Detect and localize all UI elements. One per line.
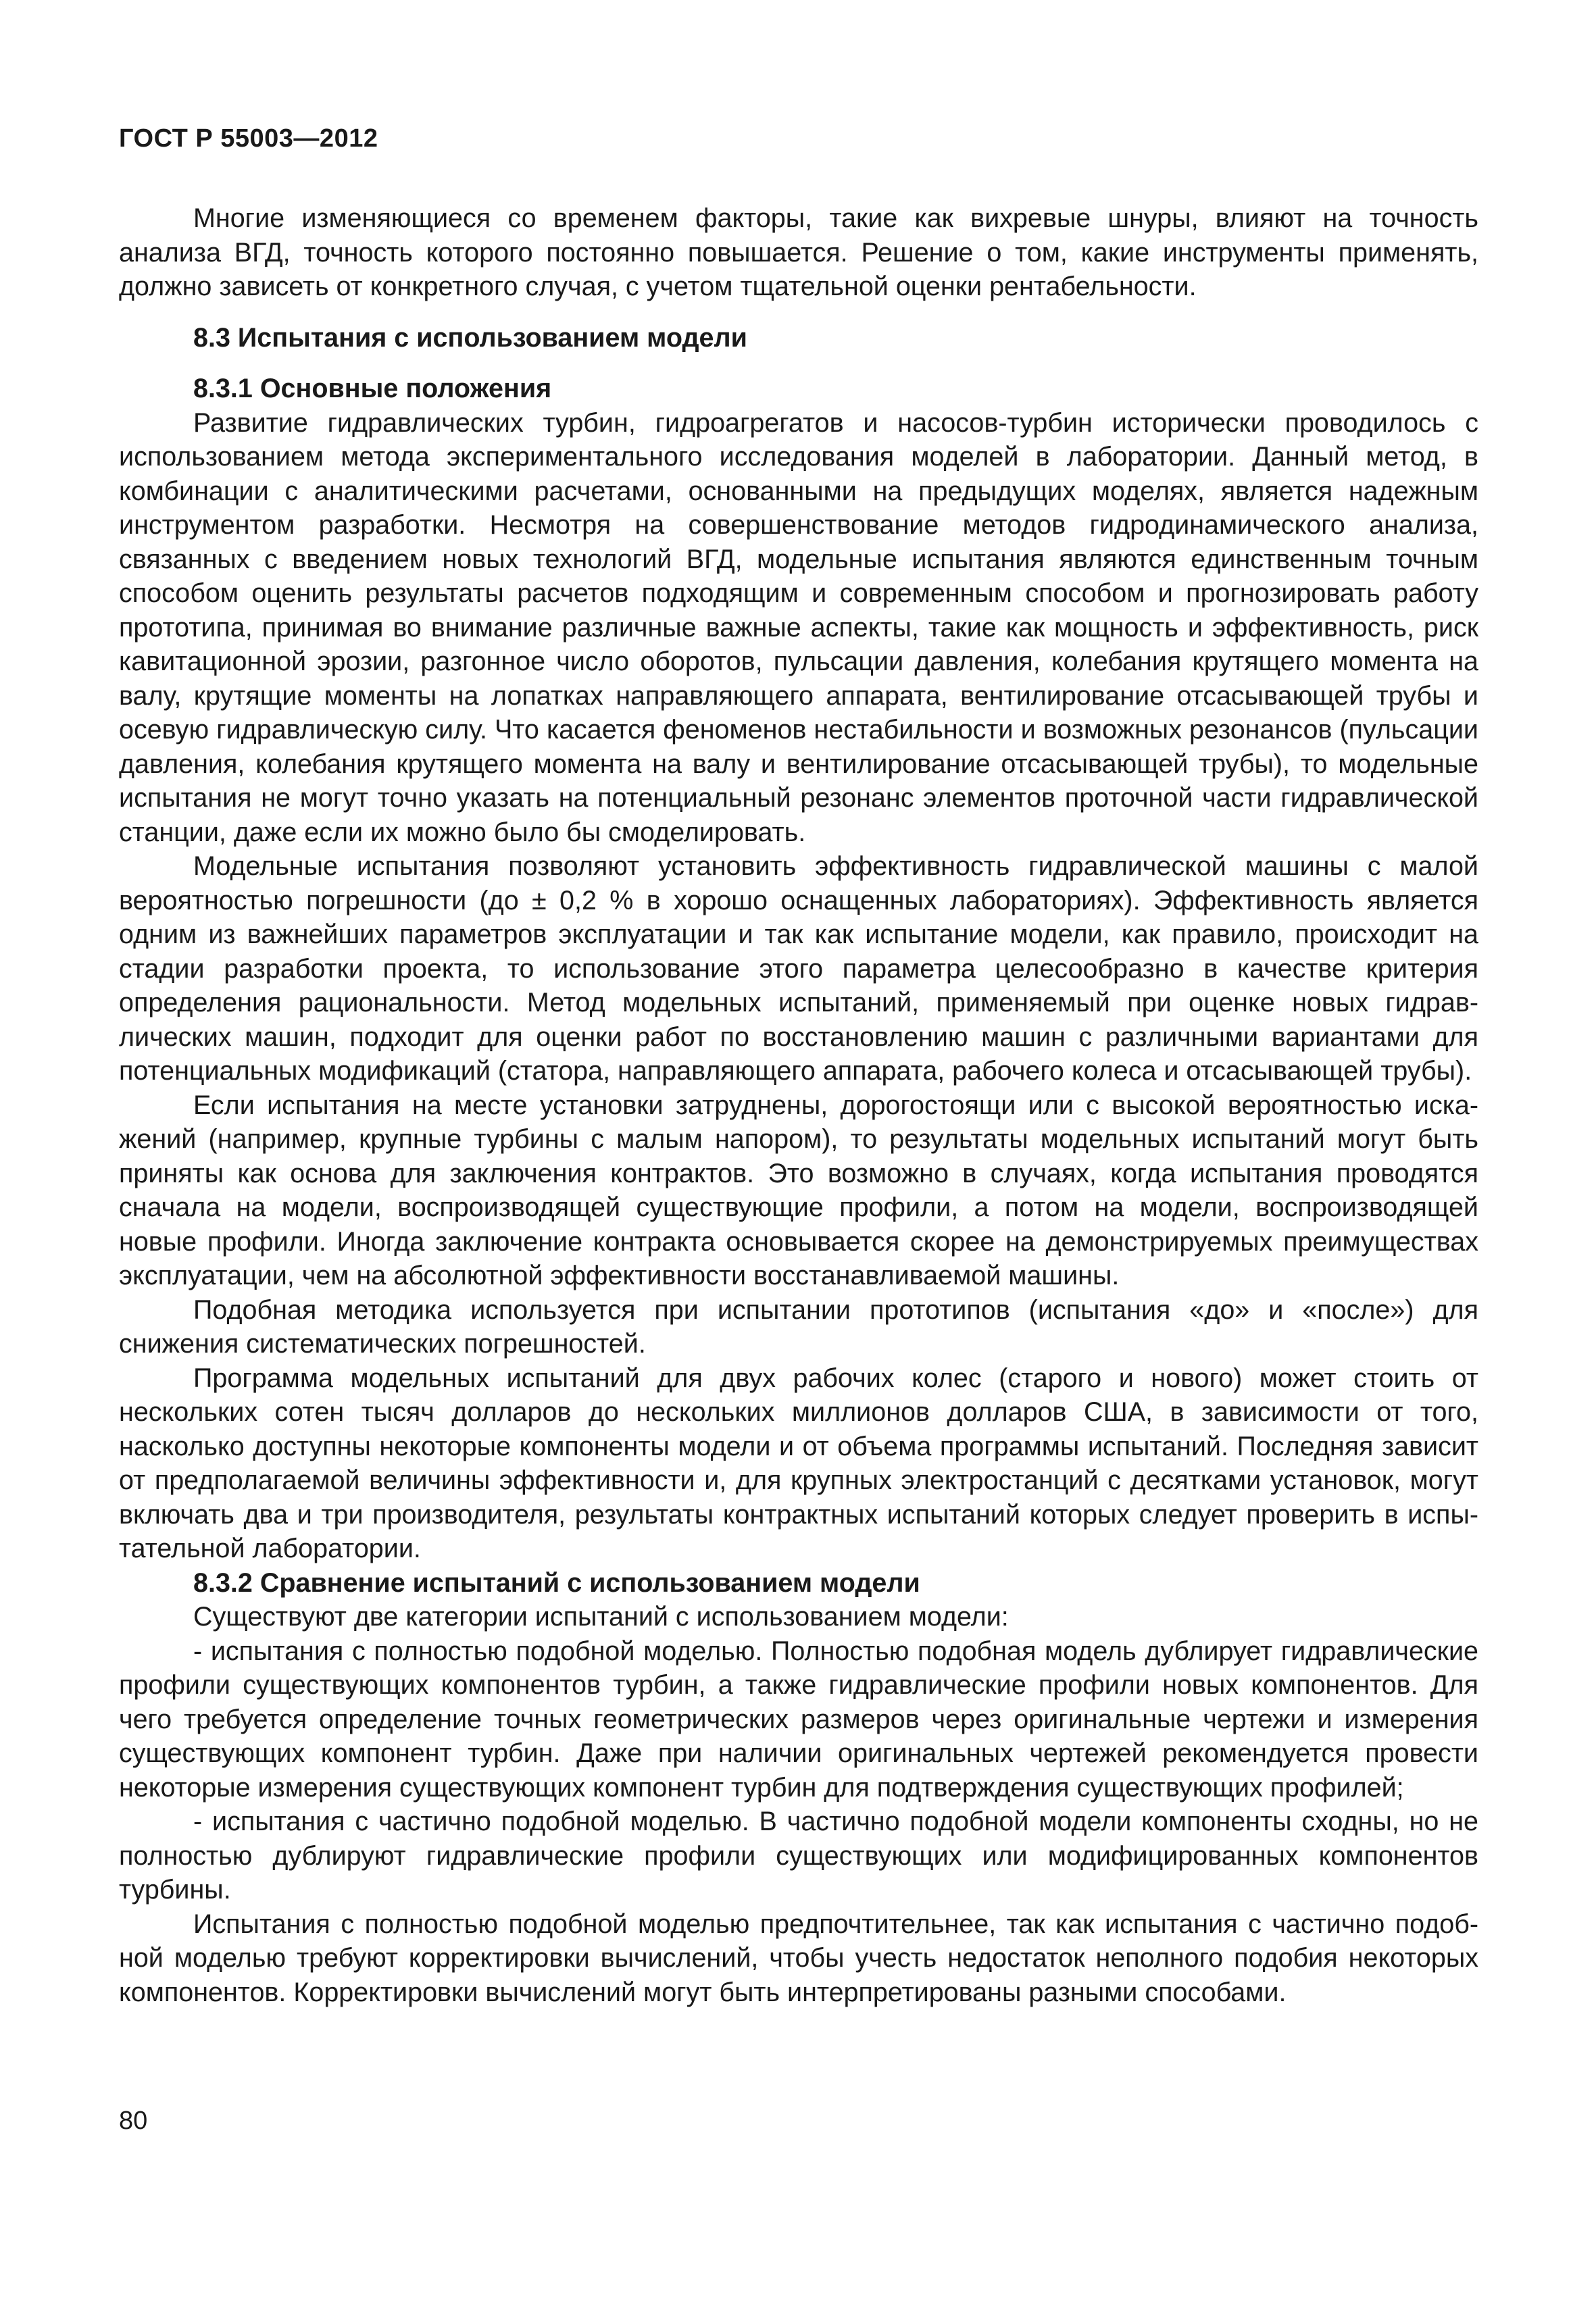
paragraph-intro: Многие изменяющиеся со временем факторы, такие как вихревые шнуры, влияют на точность анализа ВГД, точность которого постоянно повышается. Решение о том, какие инструменты применять, должно зависеть от конкретного случая, с учетом тщательной оценки рентабельности. bbox=[119, 203, 1478, 301]
paragraph: Подобная методика используется при испытании прототипов (испытания «до» и «после») для снижения систематических погрешностей. bbox=[119, 1294, 1478, 1359]
document-header: ГОСТ Р 55003—2012 bbox=[119, 124, 378, 153]
paragraph: Программа модельных испытаний для двух рабочих колес (старого и нового) может стоить от нескольких сотен тысяч долларов до нескольких миллионов долларов США, в зависимости от того, насколько доступны некоторые компоненты модели и от объема программы испытаний. Последняя зависит от предполагаемой величины эффективности и, для крупных электростанций с десятками установок, могут включать два и три производителя, результаты контрактных испытаний которых следует проверить в испытательной лаборатории. bbox=[119, 1363, 1478, 1563]
list-item: - испытания с полностью подобной моделью. Полностью подобная модель дублирует гидравлические профили существующих компонентов турбин, а также гидравлические профили новых компонентов. Для чего требуется определение точных геометрических размеров через оригинальные чертежи и измерения существующих компонент турбин. Даже при наличии оригинальных чертежей рекомендуется провести некоторые измерения существующих компонент турбин для подтверждения существующих профилей; bbox=[119, 1636, 1478, 1803]
paragraph: Существуют две категории испытаний с использованием модели: bbox=[193, 1602, 1009, 1632]
subsection-heading-8-3-1: 8.3.1 Основные положения bbox=[193, 374, 552, 403]
paragraph: Если испытания на месте установки затруднены, дорогостоящи или с высокой вероятностью искажений (например, крупные турбины с малым напором), то результаты модельных испытаний могут быть приняты как основа для заключения контрактов. Это возможно в случаях, когда испытания проводятся сначала на модели, воспроизводящей существующие профили, а потом на модели, воспроизводящей новые профили. Иногда заключение контракта основывается скорее на демонстрируемых преимуществах эксплуатации, чем на абсолютной эффективности восстанавливаемой машины. bbox=[119, 1090, 1478, 1290]
document-body bbox=[119, 201, 1478, 2009]
page-number: 80 bbox=[119, 2107, 148, 2135]
list-item: - испытания с частично подобной моделью. В частично подобной модели компоненты сходны, но не полностью дублируют гидравлические профили существующих или модифицированных компонентов турбины. bbox=[119, 1807, 1478, 1905]
subsection-heading-8-3-2: 8.3.2 Сравнение испытаний с использованием модели bbox=[193, 1567, 920, 1598]
section-heading-8-3: 8.3 Испытания с использованием модели bbox=[193, 322, 747, 353]
paragraph: Испытания с полностью подобной моделью предпочтительнее, так как испытания с частично подобной моделью требуют корректировки вычислений, чтобы учесть недостаток неполного подобия некоторых компонентов. Корректировки вычислений могут быть интерпретированы разными способами. bbox=[119, 1909, 1478, 2007]
paragraph: Развитие гидравлических турбин, гидроагрегатов и насосов-турбин исторически проводилось с использованием метода экспериментального исследования моделей в лаборатории. Данный метод, в комбинации с аналитическими расчетами, основанными на предыдущих моделях, является надежным инструментом разработки. Несмотря на совершенствование методов гидродинамического анализа, связанных с введением новых технологий ВГД, модельные испытания являются единственным точным способом оценить результаты расчетов подходящим и современным способом и прогнозировать работу прототипа, принимая во внимание различные важные аспекты, такие как мощность и эффективность, риск кавитационной эрозии, разгонное число оборотов, пульсации давления, колебания крутящего момента на валу, крутящие моменты на лопатках направляющего аппарата, вентилирование отсасывающей трубы и осевую гидравлическую силу. Что касается феноменов нестабильности и возможных резонансов (пульсации давления, колебания крутящего момента на валу и вентилирование отсасывающей трубы), то модельные испытания не могут точно указать на потенциальный резонанс элементов проточной части гидравлической станции, даже если их можно было бы смоделировать. bbox=[119, 407, 1478, 847]
paragraph: Модельные испытания позволяют установить эффективность гидравлической машины с малой вероятностью погрешности (до ± 0,2 % в хорошо оснащенных лабораториях). Эффективность является одним из важнейших параметров эксплуатации и так как испытание модели, как правило, происходит на стадии разработки проекта, то использование этого параметра целесообразно в качестве критерия определения рациональности. Метод модельных испытаний, применяемый при оценке новых гидравлических машин, подходит для оценки работ по восстановлению машин с различными вариантами для потенциальных модификаций (статора, направляющего аппарата, рабочего колеса и отсасывающей трубы). bbox=[119, 851, 1478, 1086]
